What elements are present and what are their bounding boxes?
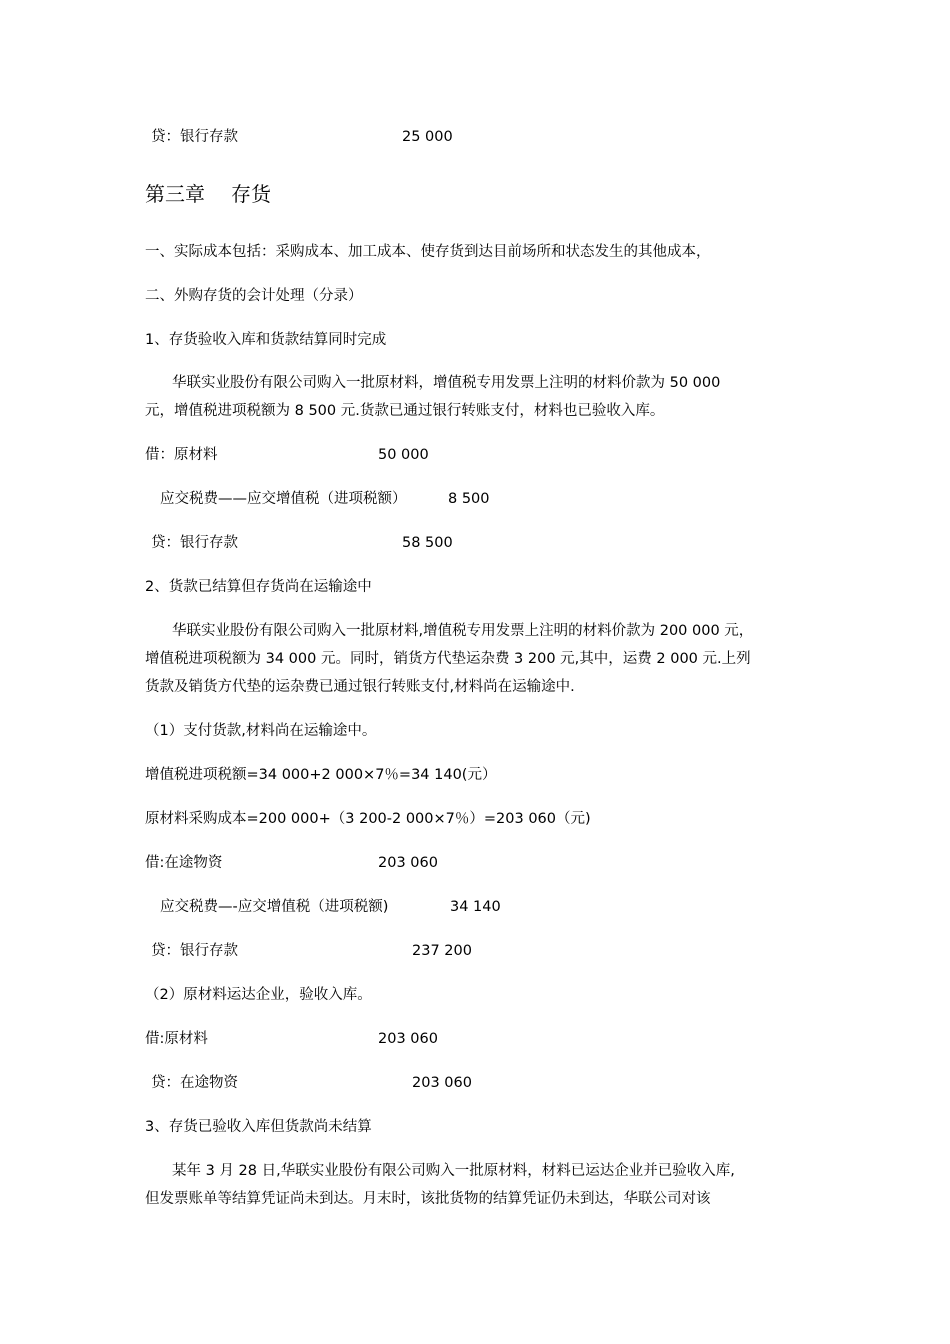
case2-paragraph-line3: 货款及销货方代垫的运杂费已通过银行转账支付,材料尚在运输途中.: [145, 679, 575, 695]
case2-paragraph-line1: 华联实业股份有限公司购入一批原材料,增值税专用发票上注明的材料价款为 200 000 元，: [172, 623, 754, 639]
case1-tax-label: 应交税费——应交增值税（进项税额）: [160, 491, 407, 507]
case3-paragraph-line2: 但发票账单等结算凭证尚未到达。月末时，该批货物的结算凭证仍未到达，华联公司对该: [145, 1191, 711, 1207]
case2-paragraph-line2: 增值税进项税额为 34 000 元。同时，销货方代垫运杂费 3 200 元,其中，运费 2 000 元.上列: [145, 651, 751, 667]
chapter-number: 第三章: [145, 182, 205, 206]
case2-tax-amount: 34 140: [450, 899, 501, 915]
case2-debit2-label: 借:原材料: [145, 1031, 208, 1047]
credit-bank-label: 贷：银行存款: [151, 129, 238, 145]
case1-debit-amount: 50 000: [378, 447, 429, 463]
case2-credit2-amount: 203 060: [412, 1075, 472, 1091]
case1-debit-label: 借：原材料: [145, 447, 218, 463]
case2-debit-amount: 203 060: [378, 855, 438, 871]
case1-paragraph-line1: 华联实业股份有限公司购入一批原材料，增值税专用发票上注明的材料价款为 50 000: [172, 375, 721, 391]
credit-bank-amount: 25 000: [402, 129, 453, 145]
case1-credit-amount: 58 500: [402, 535, 453, 551]
chapter-title: 存货: [231, 182, 271, 206]
case2-debit2-amount: 203 060: [378, 1031, 438, 1047]
chapter-heading: [145, 180, 271, 208]
item-two: 二、外购存货的会计处理（分录）: [145, 288, 363, 304]
case2-step1: （1）支付货款,材料尚在运输途中。: [145, 723, 377, 739]
case2-credit2-label: 贷：在途物资: [151, 1075, 238, 1091]
case2-title: 2、货款已结算但存货尚在运输途中: [145, 579, 372, 595]
case2-tax-label: 应交税费—-应交增值税（进项税额): [160, 899, 389, 915]
case2-step2: （2）原材料运达企业，验收入库。: [145, 987, 372, 1003]
case3-title: 3、存货已验收入库但货款尚未结算: [145, 1119, 372, 1135]
item-one: 一、实际成本包括：采购成本、加工成本、使存货到达目前场所和状态发生的其他成本，: [145, 244, 711, 260]
case2-formula-cost: 原材料采购成本=200 000+（3 200-2 000×7％）=203 060（元): [145, 811, 591, 827]
case1-credit-label: 贷：银行存款: [151, 535, 238, 551]
case2-credit-label: 贷：银行存款: [151, 943, 238, 959]
case3-paragraph-line1: 某年 3 月 28 日,华联实业股份有限公司购入一批原材料，材料已运达企业并已验收入库,: [172, 1163, 735, 1179]
case2-debit-label: 借:在途物资: [145, 855, 223, 871]
case2-formula-tax: 增值税进项税额=34 000+2 000×7％=34 140(元）: [145, 767, 497, 783]
case1-title: 1、存货验收入库和货款结算同时完成: [145, 332, 387, 348]
case1-paragraph-line2: 元，增值税进项税额为 8 500 元.货款已通过银行转账支付，材料也已验收入库。: [145, 403, 665, 419]
case1-tax-amount: 8 500: [448, 491, 490, 507]
case2-credit-amount: 237 200: [412, 943, 472, 959]
